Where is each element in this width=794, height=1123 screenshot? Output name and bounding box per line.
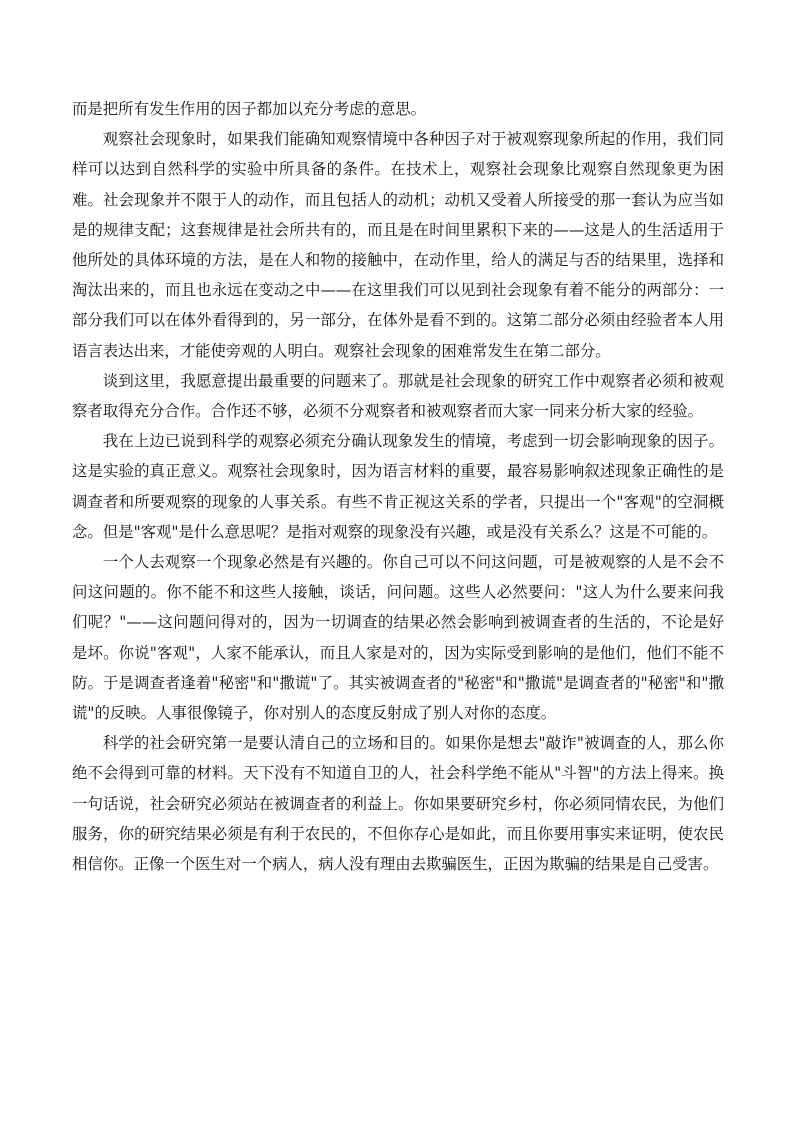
paragraph-objectivity: 我在上边已说到科学的观察必须充分确认现象发生的情境，考虑到一切会影响现象的因子。这是实验的真正意义。观察社会现象时，因为语言材料的重要，最容易影响叙述现象正确性的是调查者和所要观察的现象的人事关系。有些不肯正视这关系的学者，只提出一个"客观"的空洞概念。但是"客观"是什么意思呢？是指对观察的现象没有兴趣，或是没有关系么？这是不可能的。 — [72, 432, 724, 541]
paragraph-continuation: 而是把所有发生作用的因子都加以充分考虑的意思。 — [72, 100, 426, 118]
paragraph-observation-difficulty: 观察社会现象时，如果我们能确知观察情境中各种因子对于被观察现象所起的作用，我们同样可以达到自然科学的实验中所具备的条件。在技术上，观察社会现象比观察自然现象更为困难。社会现象并不限于人的动作，而且包括人的动机；动机又受着人所接受的那一套认为应当如是的规律支配；这套规律是社会所共有的，而且是在时间里累积下来的——这是人的生活适用于他所处的具体环境的方法，是在人和物的接触中，在动作里，给人的满足与否的结果里，选择和淘汰出来的，而且也永远在变动之中——在这里我们可以见到社会现象有着不能分的两部分：一部分我们可以在体外看得到的，另一部分，在体外是看不到的。这第二部分必须由经验者本人用语言表达出来，才能使旁观的人明白。观察社会现象的困难常发生在第二部分。 — [72, 130, 724, 360]
document-body — [72, 94, 724, 879]
paragraph-standpoint: 科学的社会研究第一是要认清自己的立场和目的。如果你是想去"敲诈"被调查的人，那么你绝不会得到可靠的材料。天下没有不知道自卫的人，社会科学绝不能从"斗智"的方法上得来。换一句话说，社会研究必须站在被调查者的利益上。你如果要研究乡村，你必须同情农民，为他们服务，你的研究结果必须是有利于农民的，不但你存心是如此，而且你要用事实来证明，使农民相信你。正像一个医生对一个病人，病人没有理由去欺骗医生，正因为欺骗的结果是自己受害。 — [72, 734, 724, 874]
paragraph-cooperation: 谈到这里，我愿意提出最重要的问题来了。那就是社会现象的研究工作中观察者必须和被观察者取得充分合作。合作还不够，必须不分观察者和被观察者而大家一同来分析大家的经验。 — [72, 371, 724, 421]
paragraph-interest: 一个人去观察一个现象必然是有兴趣的。你自己可以不问这问题，可是被观察的人是不会不问这问题的。你不能不和这些人接触，谈话，问问题。这些人必然要问："这人为什么要来问我们呢？"——这问题问得对的，因为一切调查的结果必然会影响到被调查者的生活的，不论是好是坏。你说"客观"，人家不能承认，而且人家是对的，因为实际受到影响的是他们，他们不能不防。于是调查者逢着"秘密"和"撒谎"了。其实被调查者的"秘密"和"撒谎"是调查者的"秘密"和"撒谎"的反映。人事很像镜子，你对别人的态度反射成了别人对你的态度。 — [72, 553, 724, 723]
